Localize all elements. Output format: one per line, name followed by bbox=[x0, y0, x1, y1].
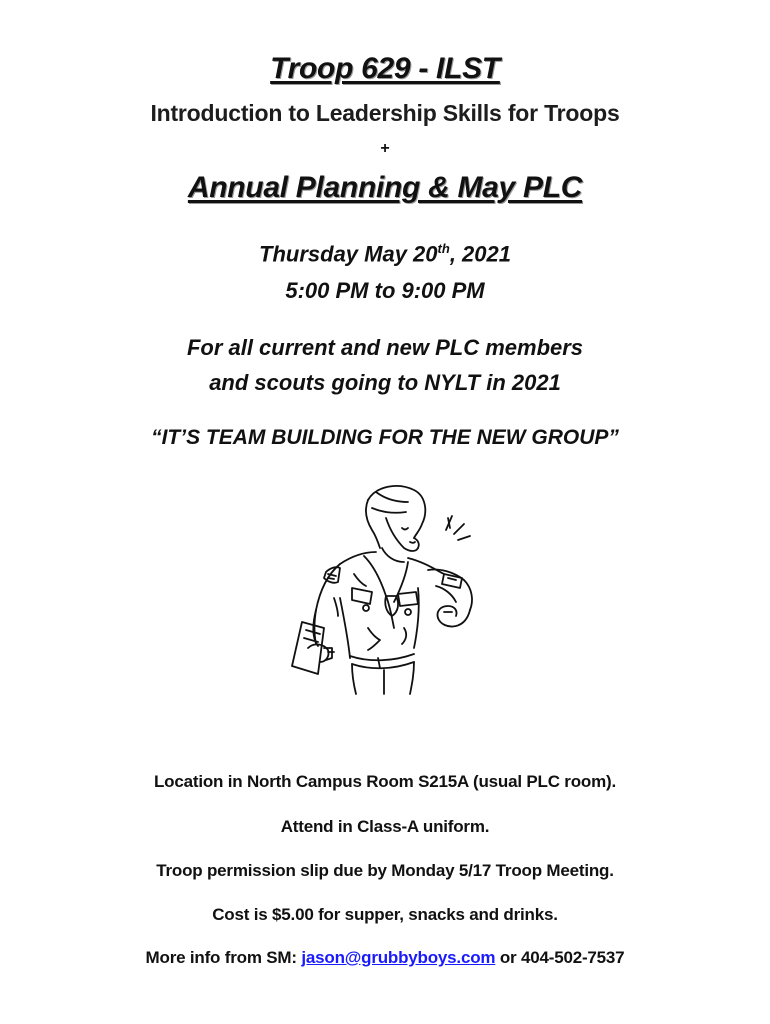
phone-number: 404-502-7537 bbox=[520, 948, 625, 967]
event-date bbox=[0, 241, 770, 267]
event-date-suffix: th bbox=[437, 241, 450, 256]
event-date-main: Thursday May 20 bbox=[259, 241, 438, 267]
contact-separator: or bbox=[495, 948, 521, 967]
audience-line-1: For all current and new PLC members bbox=[186, 335, 584, 360]
event-heading: Annual Planning & May PLC bbox=[187, 171, 583, 204]
location-info: Location in North Campus Room S215A (usual PLC room). bbox=[154, 772, 616, 791]
flyer-subtitle: Introduction to Leadership Skills for Troops bbox=[150, 100, 620, 126]
contact-info bbox=[0, 948, 770, 968]
event-time: 5:00 PM to 9:00 PM bbox=[285, 278, 485, 303]
cost-info: Cost is $5.00 for supper, snacks and drinks. bbox=[212, 905, 558, 924]
uniform-info: Attend in Class-A uniform. bbox=[280, 817, 490, 836]
plus-sign: + bbox=[380, 140, 390, 157]
scout-checking-watch-illustration bbox=[268, 478, 500, 696]
email-link[interactable]: jason@grubbyboys.com bbox=[301, 948, 496, 967]
event-date-year: , 2021 bbox=[449, 241, 511, 267]
contact-prefix: More info from SM: bbox=[145, 948, 302, 967]
permission-slip-info: Troop permission slip due by Monday 5/17 Troop Meeting. bbox=[156, 861, 614, 880]
team-building-quote: “IT’S TEAM BUILDING FOR THE NEW GROUP” bbox=[151, 426, 619, 449]
flyer-title: Troop 629 - ILST bbox=[270, 52, 500, 85]
audience-line-2: and scouts going to NYLT in 2021 bbox=[209, 370, 561, 395]
